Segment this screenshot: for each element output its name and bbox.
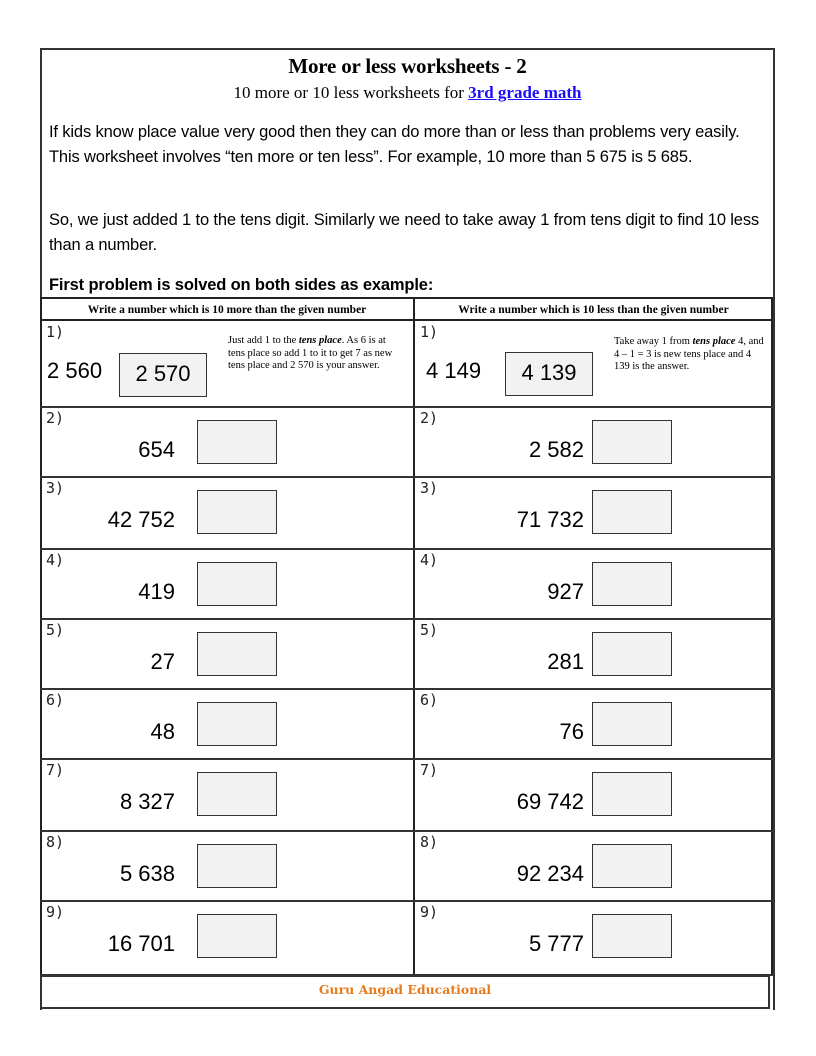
answer-box[interactable] [592,844,672,888]
problem-row [414,549,773,619]
answer-box[interactable] [197,490,277,534]
problem-row [414,901,773,976]
answer-box[interactable] [592,772,672,816]
problem-label: 8) [420,833,439,851]
problem-label: 3) [46,479,65,497]
problem-row [40,549,414,619]
given-number: 92 234 [516,861,584,886]
note-emphasis: tens place [298,335,342,346]
example-note [614,336,764,374]
problem-label: 7) [46,761,65,779]
problem-label: 5) [420,621,439,639]
problem-row [40,759,414,831]
problem-row [414,689,773,759]
problem-label: 4) [420,551,439,569]
answer-box[interactable] [592,702,672,746]
answer-box[interactable] [592,420,672,464]
left-column-header: Write a number which is 10 more than the given number [40,297,414,321]
given-number: 5 638 [119,861,175,886]
problem-row [40,477,414,549]
given-number: 4 149 [426,358,482,383]
given-number: 419 [138,579,175,604]
subtitle [42,83,773,103]
problem-row [414,619,773,689]
example-row-right [414,321,773,407]
grade-math-link[interactable]: 3rd grade math [468,83,582,102]
given-number: 927 [547,579,584,604]
problem-label: 2) [46,409,65,427]
given-number: 42 752 [107,507,175,532]
given-number: 27 [150,649,175,674]
given-number: 69 742 [516,789,584,814]
problem-label: 3) [420,479,439,497]
problem-label: 6) [46,691,65,709]
answer-box[interactable] [197,844,277,888]
problem-row [414,759,773,831]
problem-label: 2) [420,409,439,427]
intro-paragraph-1: If kids know place value very good then they can do more than or less than problems very easily. This worksheet involves “ten more or ten less”. For example, 10 more than 5 675 is 5 685. [49,123,740,166]
note-text: . As 6 is at tens place so add 1 to it to get 7 as new tens place and 2 570 is your answer. [228,335,393,371]
problem-row [40,407,414,477]
problem-label: 5) [46,621,65,639]
answer-box[interactable] [592,490,672,534]
intro-paragraph-2: So, we just added 1 to the tens digit. Similarly we need to take away 1 from tens digit to find 10 less than a number. [49,211,760,254]
given-number: 2 560 [47,358,103,383]
note-text: Take away 1 from [614,336,693,347]
answer-box[interactable] [197,562,277,606]
answer-box[interactable] [197,702,277,746]
answer-box[interactable] [197,772,277,816]
given-number: 654 [138,437,175,462]
answer-box[interactable] [197,632,277,676]
problem-row [414,477,773,549]
given-number: 16 701 [107,931,175,956]
given-number: 48 [150,719,175,744]
example-row-left [40,321,414,407]
problem-label: 9) [46,903,65,921]
problem-label: 1) [420,323,439,341]
problem-label: 8) [46,833,65,851]
given-number: 8 327 [119,789,175,814]
note-text: 4, and 4 – 1 = 3 is new tens place and 4 139 is the answer. [614,336,764,372]
problem-row [40,831,414,901]
answer-box[interactable] [592,632,672,676]
answer-box[interactable]: 4 139 [505,352,593,396]
footer-brand: Guru Angad Educational [40,975,770,1009]
problem-row [40,689,414,759]
answer-box[interactable] [197,420,277,464]
problem-row [40,901,414,976]
problem-label: 7) [420,761,439,779]
answer-box[interactable] [592,914,672,958]
given-number: 71 732 [516,507,584,532]
subtitle-text: 10 more or 10 less worksheets for [233,83,469,102]
problems-table [40,297,773,976]
problem-row [414,831,773,901]
answer-box[interactable] [592,562,672,606]
given-number: 281 [547,649,584,674]
given-number: 2 582 [528,437,584,462]
note-text: Just add 1 to the [228,335,299,346]
page-title: More or less worksheets - 2 [288,54,527,78]
note-emphasis: tens place [692,336,736,347]
problem-label: 9) [420,903,439,921]
example-note [228,335,398,373]
given-number: 76 [559,719,584,744]
answer-box[interactable] [197,914,277,958]
problem-label: 1) [46,323,65,341]
problem-label: 4) [46,551,65,569]
problem-label: 6) [420,691,439,709]
answer-box[interactable]: 2 570 [119,353,207,397]
right-column-header: Write a number which is 10 less than the given number [414,297,773,321]
problem-row [414,407,773,477]
problem-row [40,619,414,689]
example-instruction: First problem is solved on both sides as example: [49,276,434,294]
given-number: 5 777 [528,931,584,956]
